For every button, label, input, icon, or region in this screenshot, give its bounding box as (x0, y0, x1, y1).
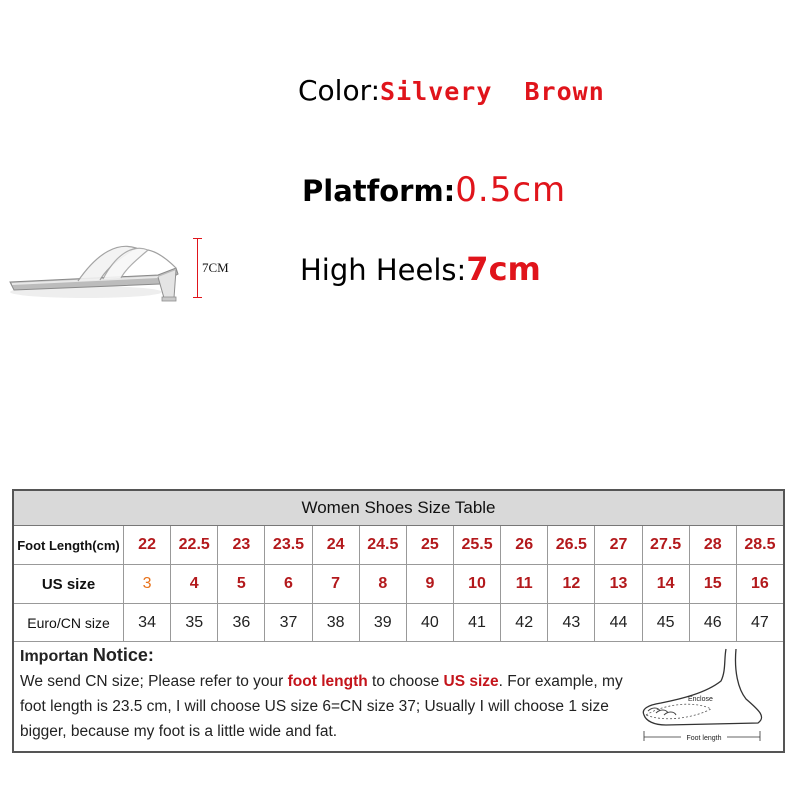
table-cell: 38 (313, 604, 360, 641)
table-cell: 7 (313, 565, 360, 603)
notice-text-part: We send CN size; Please refer to your (20, 673, 288, 690)
table-cell: 43 (548, 604, 595, 641)
foot-measure-diagram (626, 641, 776, 746)
table-cell: 27.5 (643, 526, 690, 564)
notice-text-part: to choose (367, 673, 444, 690)
table-cell: 15 (690, 565, 737, 603)
notice-highlight-foot-length: foot length (287, 673, 368, 690)
shoe-image (8, 232, 193, 312)
table-cell: 36 (218, 604, 265, 641)
table-cell: 45 (643, 604, 690, 641)
table-cell: 24 (313, 526, 360, 564)
table-cell: 4 (171, 565, 218, 603)
table-cell: 24.5 (360, 526, 407, 564)
table-cell: 25 (407, 526, 454, 564)
color-spec (298, 74, 605, 107)
color-label: Color: (298, 74, 381, 107)
table-cell: 5 (218, 565, 265, 603)
notice-block (20, 643, 632, 744)
table-cell: 8 (360, 565, 407, 603)
table-cell: 14 (643, 565, 690, 603)
table-cell: 44 (595, 604, 642, 641)
heels-value: 7cm (466, 250, 541, 288)
enclose-label: Enclose (688, 696, 713, 703)
size-table (12, 489, 785, 753)
table-cell: 3 (124, 565, 171, 603)
notice-text-part: . For example, my foot length is 23.5 cm, I will choose US size 6=CN size 37; Usually I will choose 1 size bigger, because my foot is a little wide and fat. (20, 673, 623, 740)
heels-label: High Heels: (300, 253, 467, 287)
size-table-title: Women Shoes Size Table (14, 491, 783, 526)
notice-highlight-us-size: US size (443, 673, 499, 690)
table-cell: 37 (265, 604, 312, 641)
notice-title-main: Notice: (92, 645, 154, 665)
table-cell: 13 (595, 565, 642, 603)
table-cell: 25.5 (454, 526, 501, 564)
notice-title-prefix: Importan (20, 648, 89, 665)
table-cell: 6 (265, 565, 312, 603)
eu-size-header: Euro/CN size (14, 604, 124, 641)
table-cell: 35 (171, 604, 218, 641)
table-cell: 26.5 (548, 526, 595, 564)
platform-value: 0.5cm (455, 170, 567, 210)
foot-length-diagram-label: Foot length (686, 735, 722, 742)
table-cell: 16 (751, 575, 769, 592)
table-cell: 9 (407, 565, 454, 603)
table-cell: 28 (690, 526, 737, 564)
platform-label: Platform: (302, 174, 456, 208)
notice-text (20, 669, 632, 744)
foot-length-row (14, 526, 783, 565)
table-cell: 26 (501, 526, 548, 564)
table-cell: 10 (454, 565, 501, 603)
platform-spec (302, 170, 566, 210)
table-cell: 11 (501, 565, 548, 603)
table-cell: 27 (595, 526, 642, 564)
table-cell: 42 (501, 604, 548, 641)
table-cell: 46 (690, 604, 737, 641)
table-cell: 23.5 (265, 526, 312, 564)
table-cell: 47 (751, 613, 769, 631)
eu-size-row (14, 604, 783, 642)
table-cell: 34 (124, 604, 171, 641)
heel-dimension-label: 7CM (202, 260, 229, 275)
table-cell: 22.5 (171, 526, 218, 564)
notice-title (20, 643, 632, 669)
heels-spec (300, 250, 541, 288)
color-values: Silvery Brown (380, 77, 605, 106)
table-cell: 23 (218, 526, 265, 564)
table-cell: 22 (124, 526, 171, 564)
table-cell: 28.5 (744, 536, 776, 553)
us-size-row (14, 565, 783, 604)
table-cell: 12 (548, 565, 595, 603)
table-cell: 40 (407, 604, 454, 641)
table-cell: 39 (360, 604, 407, 641)
foot-length-header: Foot Length(cm) (14, 526, 124, 564)
table-cell: 41 (454, 604, 501, 641)
us-size-header: US size (14, 565, 124, 603)
